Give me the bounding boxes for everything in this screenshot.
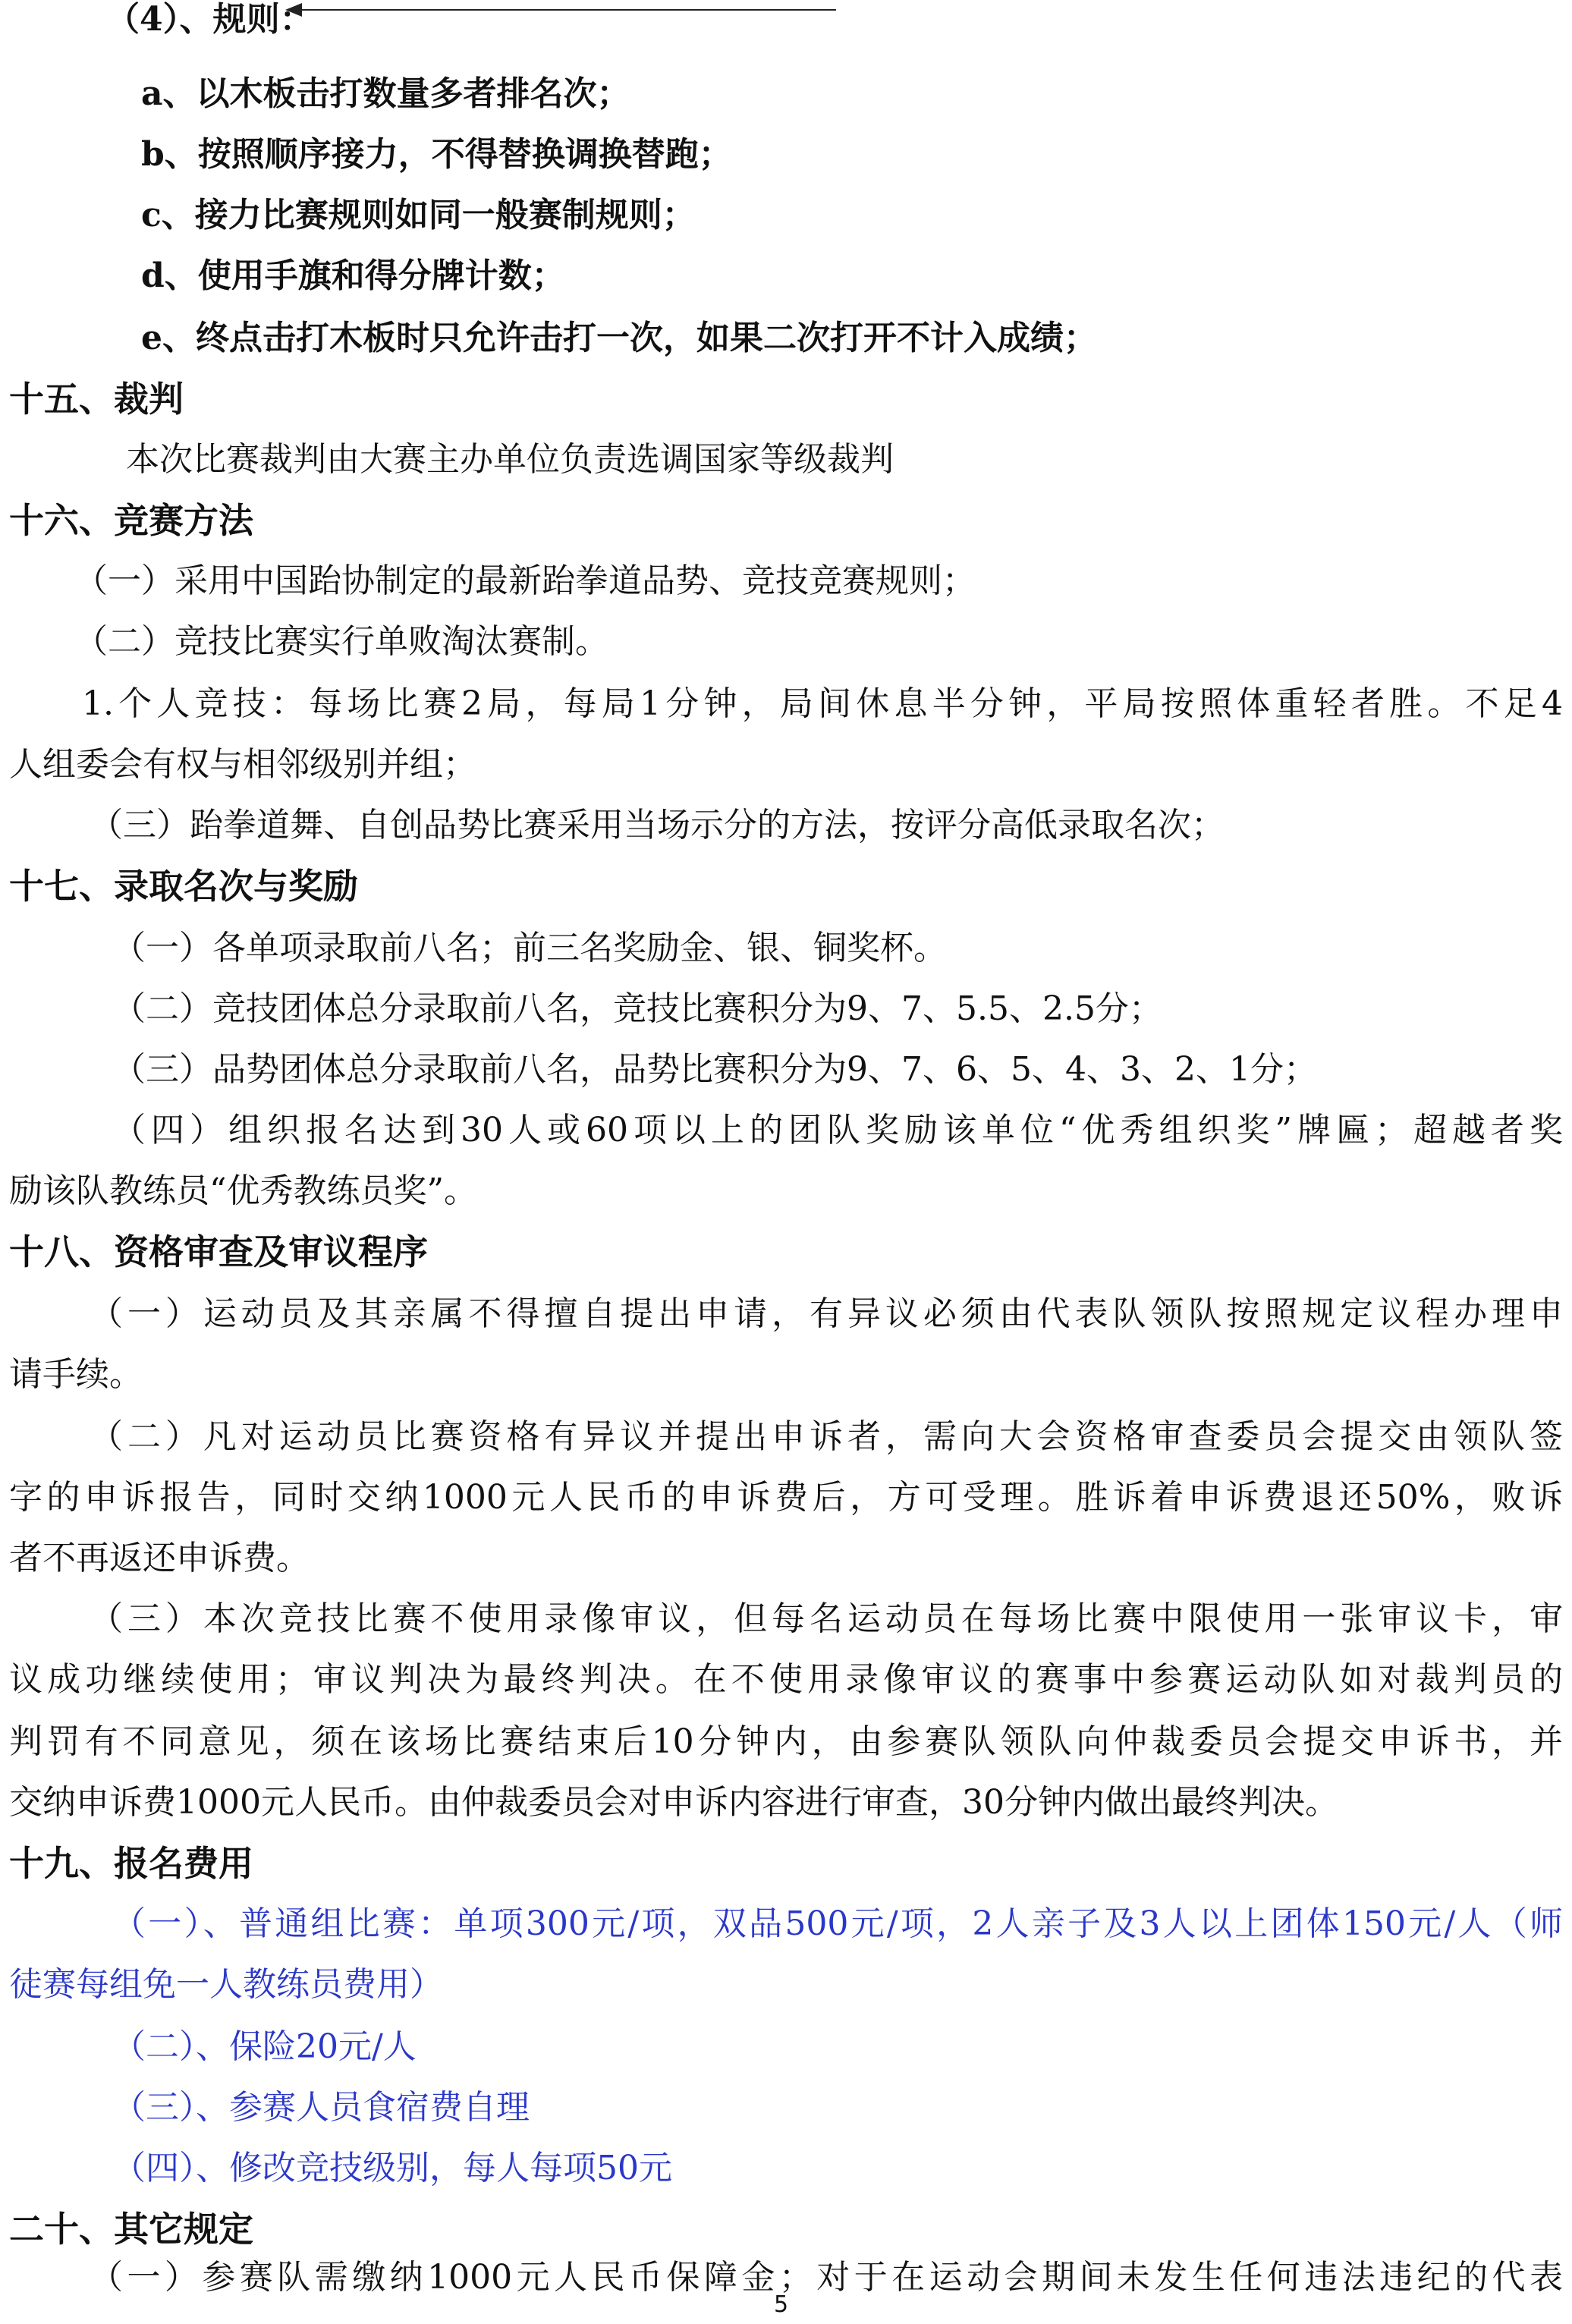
section-18-p2-line1: （二）凡对运动员比赛资格有异议并提出申诉者，需向大会资格审查委员会提交由领队签 (90, 1417, 1563, 1456)
section-20-heading: 二十、其它规定 (9, 2209, 253, 2250)
section-15-heading: 十五、裁判 (9, 379, 184, 420)
section-20-p1: （一）参赛队需缴纳1000元人民币保障金；对于在运动会期间未发生任何违法违纪的代表 (90, 2258, 1563, 2297)
section-16-p4: （三）跆拳道舞、自创品势比赛采用当场示分的方法，按评分高低录取名次； (90, 806, 1225, 844)
section-19-heading: 十九、报名费用 (9, 1843, 253, 1884)
section-16-heading: 十六、竞赛方法 (9, 500, 253, 541)
section-19-p1-line2: 徒赛每组免一人教练员费用） (9, 1965, 443, 2004)
section-18-p3-line3: 判罚有不同意见，须在该场比赛结束后10分钟内，由参赛队领队向仲裁委员会提交申诉书，并 (9, 1722, 1563, 1761)
rule-item-e: e、终点击打木板时只允许击打一次，如果二次打开不计入成绩； (141, 319, 1097, 357)
section-16-p1: （一）采用中国跆协制定的最新跆拳道品势、竞技竞赛规则； (74, 561, 976, 600)
section-18-p1-line1: （一）运动员及其亲属不得擅自提出申请，有异议必须由代表队领队按照规定议程办理申 (90, 1294, 1563, 1333)
section-19-p4: （四）、修改竞技级别，每人每项50元 (112, 2149, 672, 2187)
section-15-text: 本次比赛裁判由大赛主办单位负责选调国家等级裁判 (126, 440, 894, 479)
rule-item-a: a、以木板击打数量多者排名次； (141, 74, 630, 113)
section-17-heading: 十七、录取名次与奖励 (9, 866, 358, 907)
section-18-p3-line4: 交纳申诉费1000元人民币。由仲裁委员会对申诉内容进行审查，30分钟内做出最终判决。 (9, 1783, 1338, 1822)
section-16-p2: （二）竞技比赛实行单败淘汰赛制。 (74, 622, 608, 661)
section-18-heading: 十八、资格审查及审议程序 (9, 1231, 428, 1272)
section-16-p3-line1: 1.个人竞技：每场比赛2局，每局1分钟，局间休息半分钟，平局按照体重轻者胜。不足4 (82, 684, 1563, 723)
section-18-p3-line1: （三）本次竞技比赛不使用录像审议，但每名运动员在每场比赛中限使用一张审议卡，审 (90, 1599, 1563, 1638)
section-16-p3-line2: 人组委会有权与相邻级别并组； (9, 745, 476, 784)
rules-title: （4）、规则： (106, 0, 313, 39)
section-18-p1-line2: 请手续。 (9, 1355, 143, 1394)
section-17-p2: （二）竞技团体总分录取前八名，竞技比赛积分为9、7、5.5、2.5分； (112, 989, 1162, 1028)
section-18-p2-line3: 者不再返还申诉费。 (9, 1539, 310, 1577)
section-17-p4-line1: （四）组织报名达到30人或60项以上的团队奖励该单位“优秀组织奖”牌匾；超越者奖 (112, 1111, 1563, 1149)
section-18-p3-line2: 议成功继续使用；审议判决为最终判决。在不使用录像审议的赛事中参赛运动队如对裁判员的 (9, 1660, 1563, 1699)
section-17-p3: （三）品势团体总分录取前八名，品势比赛积分为9、7、6、5、4、3、2、1分； (112, 1050, 1317, 1089)
page-number: 5 (774, 2291, 789, 2318)
rule-item-b: b、按照顺序接力，不得替换调换替跑； (141, 135, 732, 174)
section-19-p2: （二）、保险20元/人 (112, 2027, 417, 2066)
section-19-p3: （三）、参赛人员食宿费自理 (112, 2088, 530, 2127)
section-17-p1: （一）各单项录取前八名；前三名奖励金、银、铜奖杯。 (112, 929, 947, 967)
section-19-p1-line1: （一）、普通组比赛：单项300元/项，双品500元/项，2人亲子及3人以上团体150元/人（师 (112, 1904, 1563, 1943)
rule-item-d: d、使用手旗和得分牌计数； (141, 256, 565, 295)
rule-item-c: c、接力比赛规则如同一般赛制规则； (141, 196, 696, 234)
arrow-line (287, 9, 836, 11)
section-17-p4-line2: 励该队教练员“优秀教练员奖”。 (9, 1171, 477, 1210)
section-18-p2-line2: 字的申诉报告，同时交纳1000元人民币的申诉费后，方可受理。胜诉着申诉费退还50%，败诉 (9, 1478, 1563, 1517)
